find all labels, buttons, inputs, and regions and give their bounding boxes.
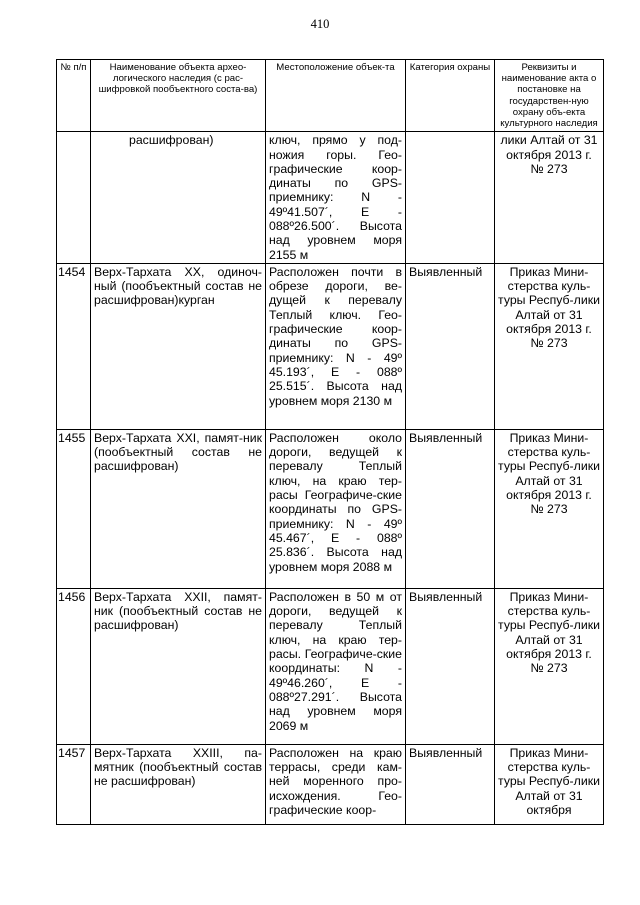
row-act: лики Алтай от 31 октября 2013 г. № 273 bbox=[495, 132, 604, 264]
row-object-name: Верх-Тархата XX, одиноч-ный (пообъектный состав не расшифрован)курган bbox=[91, 263, 266, 429]
row-category: Выявленный bbox=[406, 588, 495, 744]
row-act: Приказ Мини-стерства куль-туры Респуб-лики Алтай от 31 октября 2013 г. № 273 bbox=[495, 588, 604, 744]
row-object-name: расшифрован) bbox=[91, 132, 266, 264]
table-header-row bbox=[57, 60, 604, 132]
table-row bbox=[57, 744, 604, 824]
row-category: Выявленный bbox=[406, 263, 495, 429]
row-number: 1455 bbox=[57, 429, 91, 588]
row-location: Расположен около дороги, ведущей к перевалу Теплый ключ, на краю тер-расы Географиче-ские координаты по GPS-приемнику: N - 49º 45.467´, E - 088º 25.836´. Высота над уровнем моря 2088 м bbox=[266, 429, 406, 588]
heritage-objects-table bbox=[56, 59, 604, 825]
table-row bbox=[57, 588, 604, 744]
row-object-name: Верх-Тархата XXIII, па-мятник (пообъектный состав не расшифрован) bbox=[91, 744, 266, 824]
header-protection-category: Категория охраны bbox=[406, 60, 495, 132]
row-object-name: Верх-Тархата XXI, памят-ник (пообъектный состав не расшифрован) bbox=[91, 429, 266, 588]
row-location: Расположен почти в обрезе дороги, ве-дущей к перевалу Теплый ключ. Гео-графические коор-динаты по GPS-приемнику: N - 49º 45.193´, E - 088º 25.515´. Высота над уровнем моря 2130 м bbox=[266, 263, 406, 429]
table-row bbox=[57, 263, 604, 429]
row-location: Расположен в 50 м от дороги, ведущей к перевалу Теплый ключ, на краю тер-расы. Географиче-ские координаты: N - 49º46.260´, E - 088º27.291´. Высота над уровнем моря 2069 м bbox=[266, 588, 406, 744]
header-object-name: Наименование объекта архео-логического наследия (с рас-шифровкой пообъектного соста-ва) bbox=[91, 60, 266, 132]
row-object-name: Верх-Тархата XXII, памят-ник (пообъектный состав не расшифрован) bbox=[91, 588, 266, 744]
header-number: № п/п bbox=[57, 60, 91, 132]
table-row bbox=[57, 132, 604, 264]
row-number: 1456 bbox=[57, 588, 91, 744]
row-category bbox=[406, 132, 495, 264]
header-act-details: Реквизиты и наименование акта о постановке на государствен-ную охрану объ-екта культурного наследия bbox=[495, 60, 604, 132]
header-location: Местоположение объек-та bbox=[266, 60, 406, 132]
row-number: 1457 bbox=[57, 744, 91, 824]
row-number: 1454 bbox=[57, 263, 91, 429]
table-row bbox=[57, 429, 604, 588]
row-act: Приказ Мини-стерства куль-туры Респуб-лики Алтай от 31 октября 2013 г. № 273 bbox=[495, 429, 604, 588]
row-category: Выявленный bbox=[406, 744, 495, 824]
row-location: ключ, прямо у под-ножия горы. Гео-графические коор-динаты по GPS-приемнику: N - 49º41.507´, E - 088º26.500´. Высота над уровнем моря 2155 м bbox=[266, 132, 406, 264]
page-number: 410 bbox=[310, 17, 330, 31]
row-location: Расположен на краю террасы, среди кам-ней моренного про-исхождения. Гео-графические коор- bbox=[266, 744, 406, 824]
row-category: Выявленный bbox=[406, 429, 495, 588]
row-act: Приказ Мини-стерства куль-туры Респуб-лики Алтай от 31 октября 2013 г. № 273 bbox=[495, 263, 604, 429]
row-number bbox=[57, 132, 91, 264]
row-act: Приказ Мини-стерства куль-туры Респуб-лики Алтай от 31 октября bbox=[495, 744, 604, 824]
